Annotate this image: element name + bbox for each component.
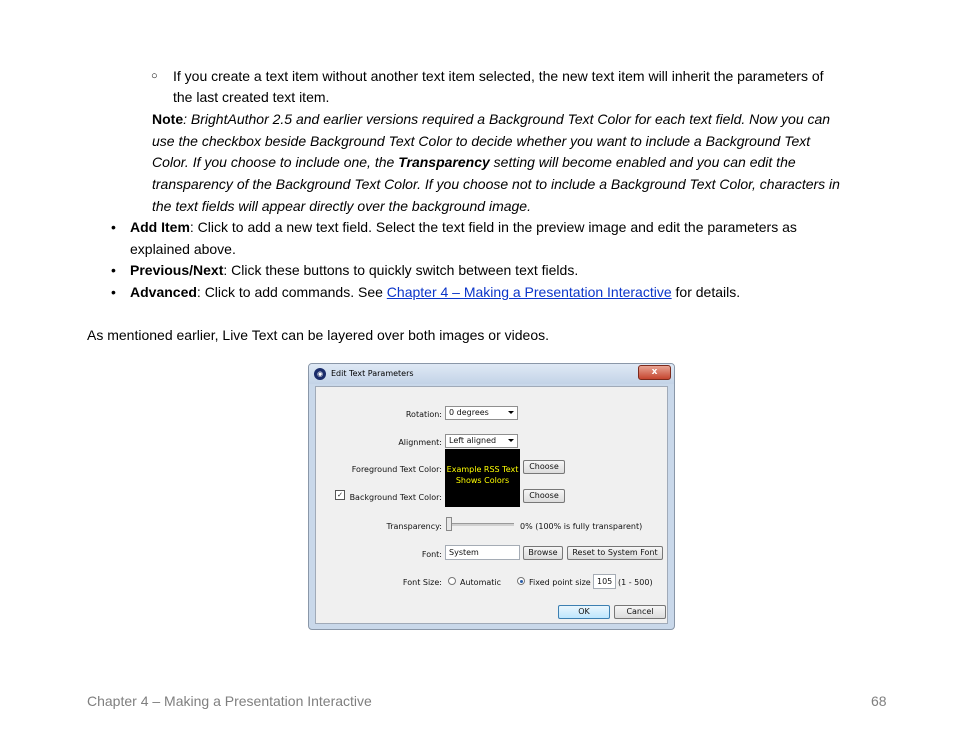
bullet-text: : Click to add commands. See [196, 284, 387, 300]
reset-system-font-button[interactable]: Reset to System Font [567, 546, 663, 560]
alignment-value: Left aligned [449, 436, 497, 445]
bullet-term: Previous/Next [130, 262, 224, 278]
page-number: 68 [871, 693, 887, 709]
transparency-label: Transparency: [386, 522, 442, 531]
chapter-link[interactable]: Chapter 4 – Making a Presentation Interactive [386, 284, 672, 300]
note-line3-start: Color. If you choose to include one, the [152, 154, 399, 170]
browse-button[interactable]: Browse [523, 546, 563, 560]
sub-bullet-line1: If you create a text item without another text item selected, the new text item will inherit the parameters of [173, 68, 824, 84]
edit-text-parameters-dialog [308, 363, 675, 630]
bullet-text: : Click to add a new text field. Select the text field in the preview image and edit the parameters as [189, 219, 797, 235]
note-transparency: Transparency [398, 154, 490, 170]
transparency-value: 0% (100% is fully transparent) [520, 522, 643, 531]
bullet-term: Advanced [130, 284, 197, 300]
note-line1 [152, 109, 830, 131]
chevron-down-icon [508, 439, 514, 442]
bullet-add-item-line1 [130, 217, 797, 239]
fixed-size-input[interactable]: 105 [593, 574, 616, 589]
close-button[interactable]: x [638, 365, 671, 380]
rotation-label: Rotation: [405, 410, 442, 419]
alignment-select[interactable] [445, 434, 518, 448]
note-line5: the text fields will appear directly over the background image. [152, 198, 531, 214]
note-line3-end: setting will become enabled and you can edit the [489, 154, 796, 170]
chevron-down-icon [508, 411, 514, 414]
background-color-label: Background Text Color: [349, 493, 442, 502]
rotation-select[interactable] [445, 406, 518, 420]
font-size-label: Font Size: [402, 578, 442, 587]
dialog-title: Edit Text Parameters [331, 369, 414, 378]
dialog-client-area [315, 386, 668, 624]
transparency-slider-track[interactable] [447, 523, 514, 526]
background-color-checkbox[interactable]: ✓ [335, 490, 345, 500]
color-preview [445, 449, 520, 507]
body-paragraph: As mentioned earlier, Live Text can be layered over both images or videos. [87, 327, 549, 343]
bullet-marker: • [111, 262, 116, 278]
note-text1: : BrightAuthor 2.5 and earlier versions required a Background Text Color for each text field. Now you can [183, 111, 831, 127]
note-line3 [152, 152, 796, 174]
ok-button[interactable]: OK [558, 605, 610, 619]
sub-bullet-marker: ○ [151, 70, 158, 82]
font-input[interactable]: System [445, 545, 520, 560]
bullet-previous-next [130, 260, 578, 282]
bullet-term: Add Item [130, 219, 190, 235]
footer-chapter: Chapter 4 – Making a Presentation Interactive [87, 693, 372, 709]
note-label: Note [152, 111, 184, 127]
preview-line1: Example RSS Text [446, 465, 519, 474]
preview-line2: Shows Colors [455, 476, 510, 485]
foreground-color-label: Foreground Text Color: [351, 465, 442, 474]
bullet-marker: • [111, 284, 116, 300]
bullet-text: : Click these buttons to quickly switch between text fields. [223, 262, 579, 278]
transparency-slider-thumb[interactable] [446, 517, 452, 531]
rotation-value: 0 degrees [449, 408, 489, 417]
font-label: Font: [421, 550, 442, 559]
bullet-add-item-line2: explained above. [130, 241, 236, 257]
app-logo-icon: ◉ [314, 368, 326, 380]
automatic-label: Automatic [460, 578, 502, 587]
alignment-label: Alignment: [398, 438, 442, 447]
fixed-size-radio[interactable] [517, 577, 525, 585]
fixed-size-label: Fixed point size [529, 578, 591, 587]
sub-bullet-line2: the last created text item. [173, 89, 330, 105]
bullet-text-after: for details. [671, 284, 741, 300]
dialog-titlebar [309, 364, 674, 384]
choose-background-button[interactable]: Choose [523, 489, 565, 503]
note-line4: transparency of the Background Text Color. If you choose not to include a Background Text Color, characters in [152, 176, 840, 192]
bullet-advanced [130, 282, 740, 304]
bullet-marker: • [111, 219, 116, 235]
automatic-radio[interactable] [448, 577, 456, 585]
note-line2: use the checkbox beside Background Text Color to decide whether you want to include a Background Text [152, 133, 811, 149]
choose-foreground-button[interactable]: Choose [523, 460, 565, 474]
cancel-button[interactable]: Cancel [614, 605, 666, 619]
fixed-size-range: (1 - 500) [618, 578, 653, 587]
